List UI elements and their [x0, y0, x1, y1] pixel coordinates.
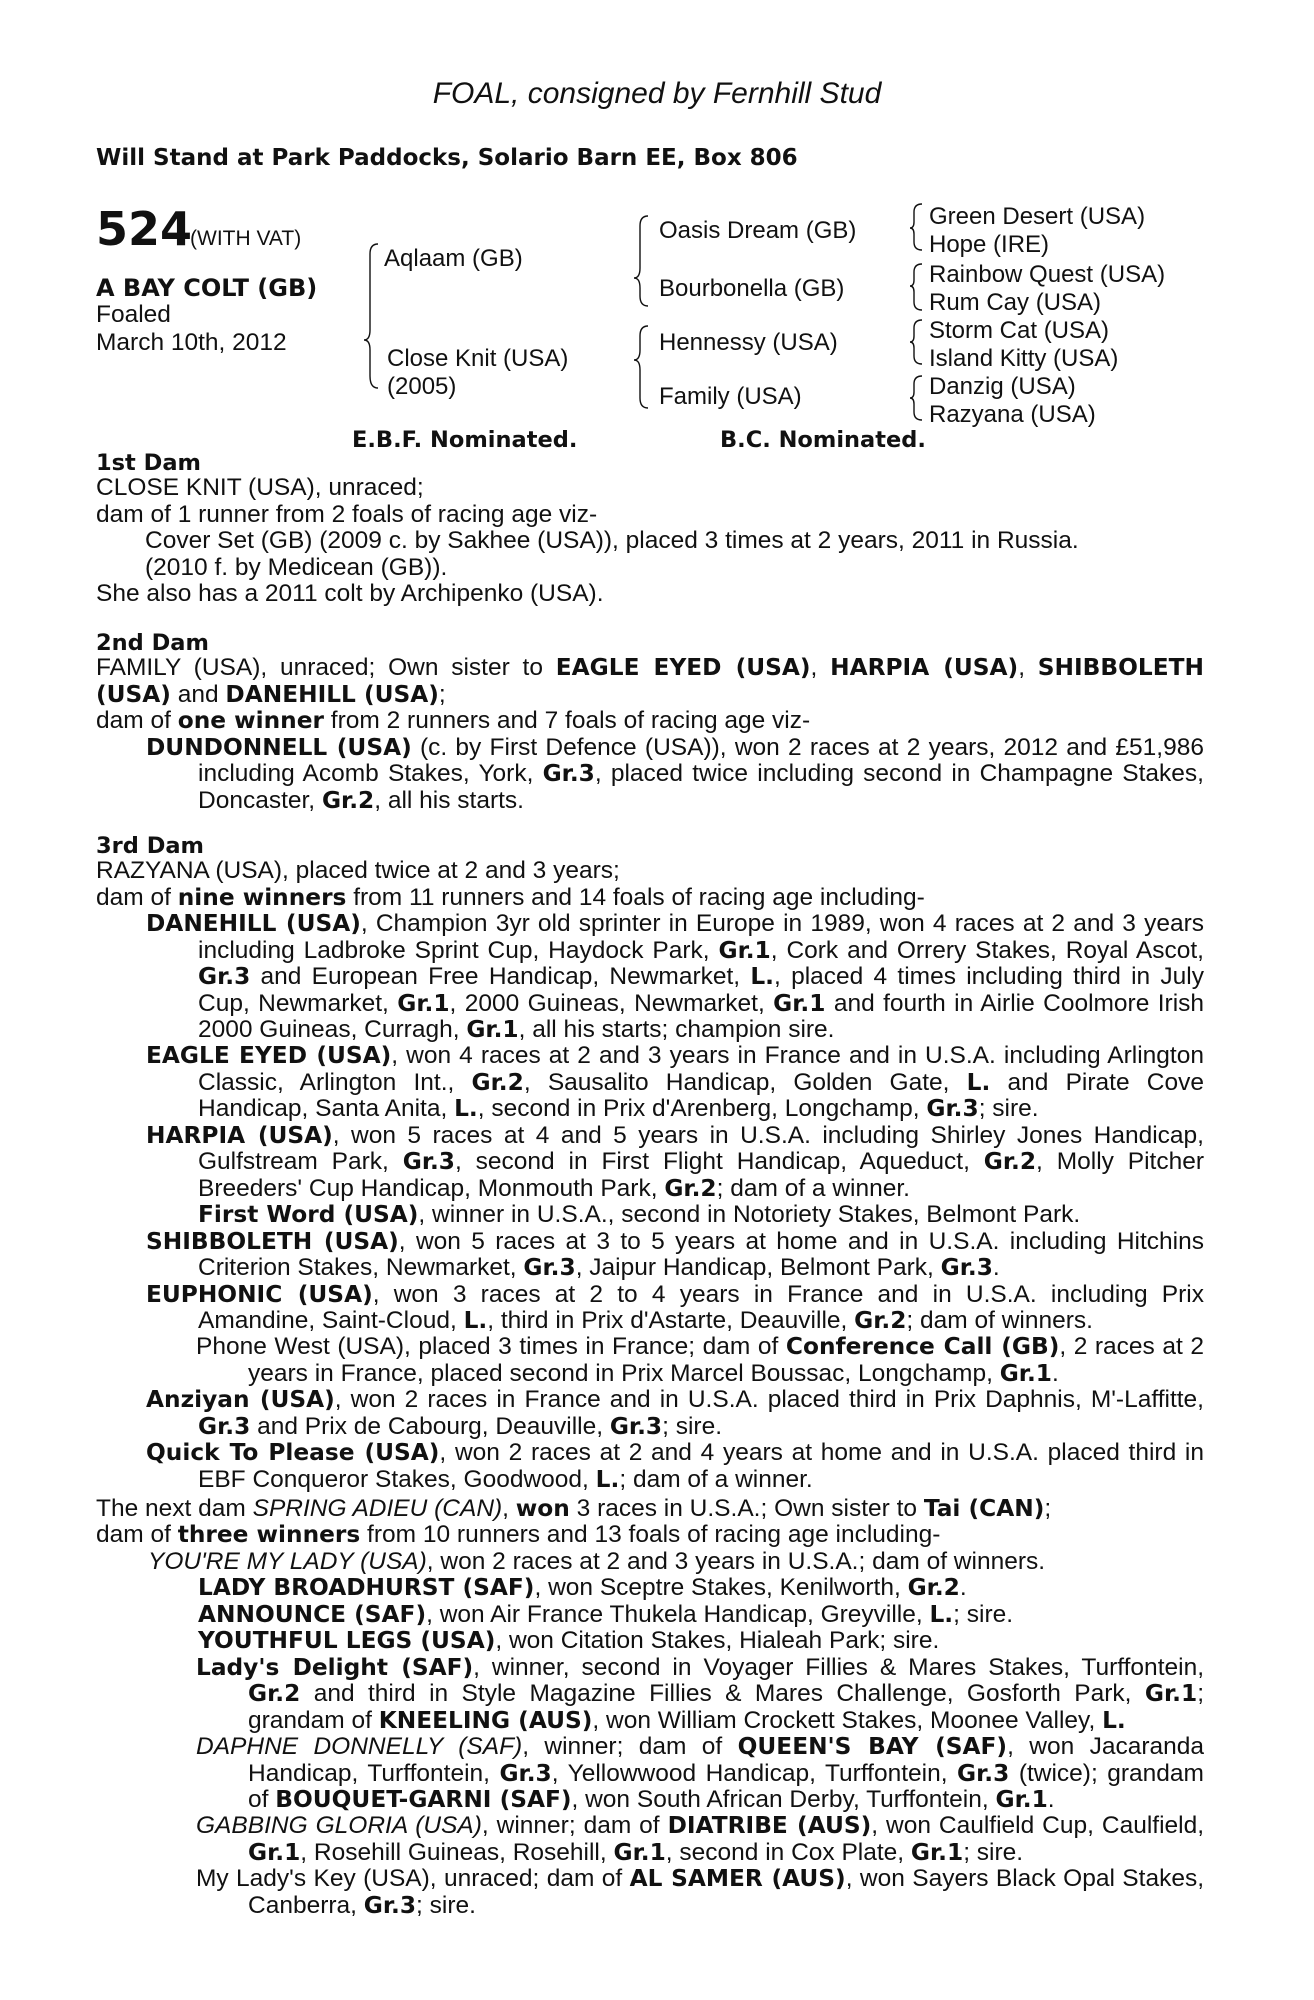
first-dam-heading: 1st Dam	[96, 450, 201, 476]
produce-entry: SHIBBOLETH (USA), won 5 races at 3 to 5 years at home and in U.S.A. including Hitchins Criterion Stakes, Newmarket, Gr.3, Jaipur Handicap, Belmont Park, Gr.3.	[146, 1227, 1204, 1282]
foaled-date: March 10th, 2012	[96, 329, 287, 356]
ancestor-rum-cay: Rum Cay (USA)	[929, 289, 1102, 316]
produce-entry: Phone West (USA), placed 3 times in France; dam of Conference Call (GB), 2 races at 2 years in France, placed second in Prix Marcel Boussac, Longchamp, Gr.1.	[196, 1333, 1204, 1387]
produce-entry: YOUTHFUL LEGS (USA), won Citation Stakes, Hialeah Park; sire.	[198, 1627, 940, 1655]
bc-nominated: B.C. Nominated.	[720, 427, 926, 453]
second-dam-line: dam of one winner from 2 runners and 7 foals of racing age viz-	[96, 707, 811, 735]
produce-entry: EAGLE EYED (USA), won 4 races at 2 and 3 years in France and in U.S.A. including Arlington Classic, Arlington Int., Gr.2, Sausalito Handicap, Golden Gate, L. and Pirate Cove Handicap, Santa Anita, L., second in Prix d'Arenberg, Longchamp, Gr.3; sire.	[146, 1042, 1204, 1123]
second-dam-section	[96, 631, 1204, 814]
foaled-label: Foaled	[96, 301, 171, 328]
ancestor-hope: Hope (IRE)	[929, 231, 1050, 258]
catalogue-title: FOAL, consigned by Fernhill Stud	[432, 77, 882, 110]
produce-entry: GABBING GLORIA (USA), winner; dam of DIATRIBE (AUS), won Caulfield Cup, Caulfield, Gr.1, Rosehill Guineas, Rosehill, Gr.1, second in Cox Plate, Gr.1; sire.	[196, 1812, 1205, 1866]
third-dam-line: RAZYANA (USA), placed twice at 2 and 3 years;	[96, 857, 620, 885]
vat-note: (WITH VAT)	[190, 227, 302, 250]
grandsire-oasis-dream: Oasis Dream (GB)	[659, 217, 857, 244]
third-dam-line: dam of nine winners from 11 runners and 14 foals of racing age including-	[96, 883, 925, 911]
next-dam-line: The next dam SPRING ADIEU (CAN), won 3 races in U.S.A.; Own sister to Tai (CAN);	[96, 1495, 1052, 1522]
produce-entry: DANEHILL (USA), Champion 3yr old sprinter in Europe in 1989, won 4 races at 2 and 3 years including Ladbroke Sprint Cup, Haydock Park, Gr.1, Cork and Orrery Stakes, Royal Ascot, Gr.3 and European Free Handicap, Newmarket, L., placed 4 times including third in July Cup, Newmarket, Gr.1, 2000 Guineas, Newmarket, Gr.1 and fourth in Airlie Coolmore Irish 2000 Guineas, Curragh, Gr.1, all his starts; champion sire.	[146, 910, 1205, 1044]
produce-line: Cover Set (GB) (2009 c. by Sakhee (USA)), placed 3 times at 2 years, 2011 in Russia.	[145, 527, 1079, 555]
next-dam-line: dam of three winners from 10 runners and 13 foals of racing age including-	[96, 1521, 941, 1549]
ancestor-razyana: Razyana (USA)	[929, 401, 1096, 428]
produce-entry: DUNDONNELL (USA) (c. by First Defence (USA)), won 2 races at 2 years, 2012 and £51,986 including Acomb Stakes, York, Gr.3, placed twice including second in Champagne Stakes, Doncaster, Gr.2, all his starts.	[146, 733, 1204, 814]
third-dam-heading: 3rd Dam	[96, 833, 204, 859]
bracket-sire-dam	[364, 244, 378, 388]
bracket-gg2	[910, 264, 922, 310]
granddam-family: Family (USA)	[659, 383, 802, 410]
produce-entry: My Lady's Key (USA), unraced; dam of AL SAMER (AUS), won Sayers Black Opal Stakes, Canberra, Gr.3; sire.	[196, 1865, 1205, 1919]
produce-entry: First Word (USA), winner in U.S.A., second in Notoriety Stakes, Belmont Park.	[198, 1201, 1081, 1229]
first-dam-line: She also has a 2011 colt by Archipenko (USA).	[96, 580, 604, 608]
first-dam-section	[96, 451, 1204, 608]
second-dam-line: FAMILY (USA), unraced; Own sister to EAGLE EYED (USA), HARPIA (USA), SHIBBOLETH (USA) and DANEHILL (USA);	[96, 654, 1204, 708]
ancestor-danzig: Danzig (USA)	[929, 373, 1076, 400]
ancestor-rainbow-quest: Rainbow Quest (USA)	[929, 261, 1166, 288]
granddam-bourbonella: Bourbonella (GB)	[659, 275, 845, 302]
grandsire-hennessy: Hennessy (USA)	[659, 329, 838, 356]
first-dam-line: dam of 1 runner from 2 foals of racing age viz-	[96, 500, 598, 528]
produce-entry: HARPIA (USA), won 5 races at 4 and 5 years in U.S.A. including Shirley Jones Handicap, Gulfstream Park, Gr.3, second in First Flight Handicap, Aqueduct, Gr.2, Molly Pitcher Breeders' Cup Handicap, Monmouth Park, Gr.2; dam of a winner.	[146, 1121, 1205, 1202]
produce-entry: Anziyan (USA), won 2 races in France and in U.S.A. placed third in Prix Daphnis, M'-Laffitte, Gr.3 and Prix de Cabourg, Deauville, Gr.3; sire.	[146, 1386, 1204, 1440]
next-dam-section	[96, 1496, 1204, 1919]
bracket-dam	[634, 326, 648, 408]
first-dam-line: CLOSE KNIT (USA), unraced;	[96, 474, 424, 502]
ebf-nominated: E.B.F. Nominated.	[352, 427, 578, 453]
produce-entry: Quick To Please (USA), won 2 races at 2 and 4 years at home and in U.S.A. placed third in EBF Conqueror Stakes, Goodwood, L.; dam of a winner.	[146, 1439, 1204, 1493]
standing-location: Will Stand at Park Paddocks, Solario Barn EE, Box 806	[96, 145, 798, 171]
dam-name: Close Knit (USA)	[387, 345, 569, 372]
lot-number: 524	[96, 202, 193, 256]
produce-entry: DAPHNE DONNELLY (SAF), winner; dam of QUEEN'S BAY (SAF), won Jacaranda Handicap, Turffontein, Gr.3, Yellowwood Handicap, Turffontein, Gr.3 (twice); grandam of BOUQUET-GARNI (SAF), won South African Derby, Turffontein, Gr.1.	[196, 1733, 1204, 1813]
dam-year: (2005)	[387, 373, 457, 400]
produce-line: (2010 f. by Medicean (GB)).	[145, 553, 448, 581]
bracket-gg3	[910, 320, 922, 364]
ancestor-green-desert: Green Desert (USA)	[929, 203, 1146, 230]
bracket-sire	[634, 216, 648, 306]
second-dam-heading: 2nd Dam	[96, 630, 209, 656]
pedigree-brackets	[0, 0, 1314, 460]
produce-entry: YOU'RE MY LADY (USA), won 2 races at 2 and 3 years in U.S.A.; dam of winners.	[148, 1547, 1046, 1575]
produce-entry: Lady's Delight (SAF), winner, second in Voyager Fillies & Mares Stakes, Turffontein, Gr.2 and third in Style Magazine Fillies & Mares Challenge, Gosforth Park, Gr.1; grandam of KNEELING (AUS), won William Crockett Stakes, Moonee Valley, L.	[196, 1653, 1204, 1734]
ancestor-storm-cat: Storm Cat (USA)	[929, 317, 1110, 344]
sire-name: Aqlaam (GB)	[384, 245, 523, 272]
bracket-gg4	[910, 376, 922, 420]
produce-entry: ANNOUNCE (SAF), won Air France Thukela Handicap, Greyville, L.; sire.	[198, 1600, 1014, 1628]
lot-description: A BAY COLT (GB)	[96, 274, 318, 302]
bracket-gg1	[910, 204, 922, 250]
third-dam-section	[96, 834, 1204, 1493]
produce-entry: LADY BROADHURST (SAF), won Sceptre Stakes, Kenilworth, Gr.2.	[198, 1574, 967, 1602]
produce-entry: EUPHONIC (USA), won 3 races at 2 to 4 years in France and in U.S.A. including Prix Amandine, Saint-Cloud, L., third in Prix d'Astarte, Deauville, Gr.2; dam of winners.	[146, 1280, 1204, 1334]
ancestor-island-kitty: Island Kitty (USA)	[929, 345, 1119, 372]
